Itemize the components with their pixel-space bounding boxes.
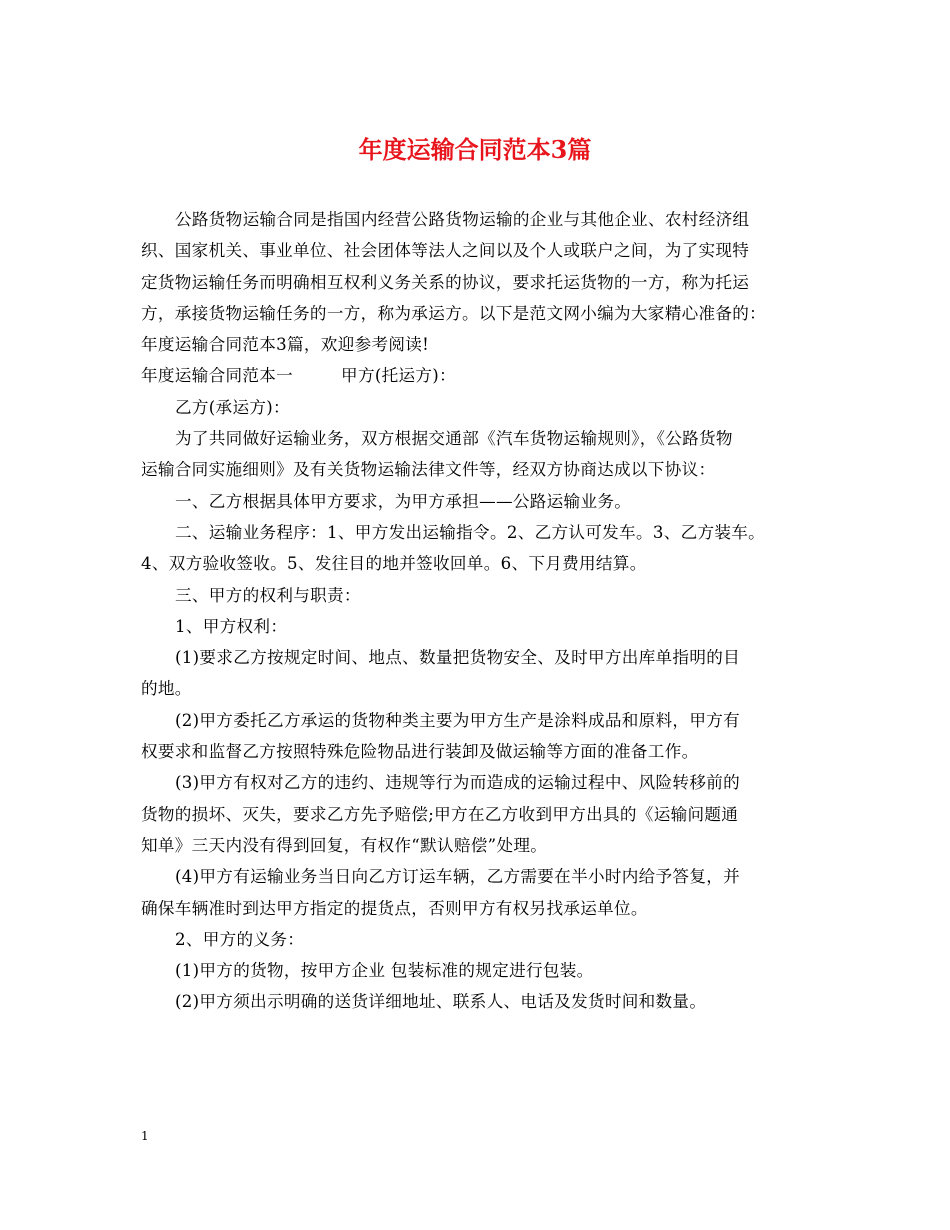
paragraph-line: 为了共同做好运输业务，双方根据交通部《汽车货物运输规则》，《公路货物 xyxy=(175,429,733,449)
document-title: 年度运输合同范本3篇 xyxy=(358,135,592,164)
contract-heading: 年度运输合同范本一 xyxy=(141,366,294,386)
clause-line: 知单》三天内没有得到回复，有权作“默认赔偿”处理。 xyxy=(141,835,548,855)
paragraph-line: 定货物运输任务而明确相互权利义务关系的协议，要求托运货物的一方，称为托运 xyxy=(141,272,750,292)
paragraph-line: 公路货物运输合同是指国内经营公路货物运输的企业与其他企业、农村经济组 xyxy=(175,210,750,229)
party-b-label: 乙方(承运方)： xyxy=(175,397,290,417)
clause-line: (4)甲方有运输业务当日向乙方订运车辆，乙方需要在半小时内给予答复，并 xyxy=(175,867,741,887)
party-a-label: 甲方(托运方)： xyxy=(341,366,456,386)
page-number: 1 xyxy=(141,1129,149,1143)
clause-line: (2)甲方须出示明确的送货详细地址、联系人、电话及发货时间和数量。 xyxy=(175,992,707,1012)
clause-line: 货物的损坏、灭失，要求乙方先予赔偿;甲方在乙方收到甲方出具的《运输问题通 xyxy=(141,804,739,824)
clause-line: 二、运输业务程序：1、甲方发出运输指令。2、乙方认可发车。3、乙方装车。 xyxy=(175,522,766,542)
clause-line: 确保车辆准时到达甲方指定的提货点，否则甲方有权另找承运单位。 xyxy=(141,898,648,918)
paragraph-line: 运输合同实施细则》及有关货物运输法律文件等，经双方协商达成以下协议： xyxy=(141,460,716,480)
subsection-heading: 2、甲方的义务： xyxy=(175,929,305,949)
clause-line: 的地。 xyxy=(141,679,192,699)
clause-line: 一、乙方根据具体甲方要求，为甲方承担——公路运输业务。 xyxy=(175,491,632,511)
paragraph-line: 年度运输合同范本3篇，欢迎参考阅读! xyxy=(141,335,430,355)
clause-line: (1)甲方的货物，按甲方企业 包装标准的规定进行包装。 xyxy=(175,961,594,981)
section-heading: 三、甲方的权利与职责： xyxy=(175,585,361,605)
document-body xyxy=(141,204,813,1018)
paragraph-line: 方，承接货物运输任务的一方，称为承运方。以下是范文网小编为大家精心准备的： xyxy=(141,303,767,323)
clause-line: 权要求和监督乙方按照特殊危险物品进行装卸及做运输等方面的准备工作。 xyxy=(141,742,699,762)
contract-heading-line xyxy=(141,360,813,391)
clause-line: 4、双方验收签收。5、发往目的地并签收回单。6、下月费用结算。 xyxy=(141,554,647,574)
subsection-heading: 1、甲方权利： xyxy=(175,616,288,636)
clause-line: (3)甲方有权对乙方的违约、违规等行为而造成的运输过程中、风险转移前的 xyxy=(175,773,741,793)
clause-line: (2)甲方委托乙方承运的货物种类主要为甲方生产是涂料成品和原料，甲方有 xyxy=(175,710,741,730)
paragraph-line: 织、国家机关、事业单位、社会团体等法人之间以及个人或联户之间，为了实现特 xyxy=(141,241,750,261)
clause-line: (1)要求乙方按规定时间、地点、数量把货物安全、及时甲方出库单指明的目 xyxy=(175,648,741,668)
